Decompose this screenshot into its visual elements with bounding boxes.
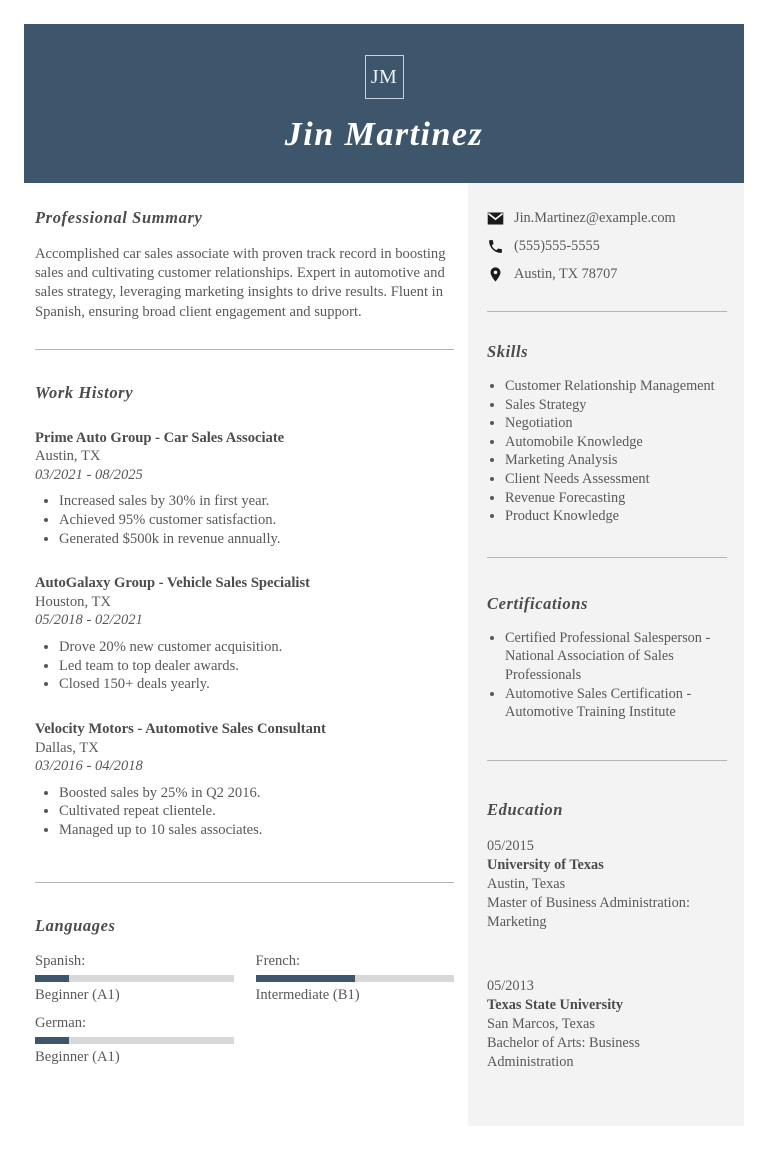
job-dates: 03/2021 - 08/2025	[35, 466, 143, 483]
divider	[487, 557, 727, 558]
summary-title: Professional Summary	[35, 208, 203, 227]
language-name: French:	[255, 952, 301, 969]
languages-section	[35, 916, 454, 1066]
job-dates: 03/2016 - 04/2018	[35, 758, 143, 775]
job-bullets	[35, 492, 454, 548]
education-school: Texas State University	[487, 996, 624, 1013]
summary-text: Accomplished car sales associate with proven track record in boosting sales and cultivating customer relationships. Expert in automotive and sales strategy, leveraging marketing insights to drive results. Fluent in Spanish, ensuring broad client engagement and support.	[35, 246, 446, 320]
language-item	[35, 1014, 234, 1066]
education-degree: Master of Business Administration: Marketing	[487, 894, 690, 930]
education-title: Education	[487, 799, 564, 819]
jobs-list	[35, 429, 454, 840]
email-icon	[487, 210, 504, 227]
contact-item	[487, 238, 727, 255]
education-school: University of Texas	[487, 856, 604, 873]
job-entry	[35, 574, 454, 694]
education-entry	[487, 837, 727, 932]
job-bullet: • Managed up to 10 sales associates.	[59, 821, 454, 840]
certifications-title: Certifications	[487, 593, 588, 613]
job-title: Velocity Motors - Automotive Sales Consultant	[35, 721, 326, 738]
job-title: Prime Auto Group - Car Sales Associate	[35, 429, 285, 446]
skill-item: • Automobile Knowledge	[505, 433, 727, 452]
certifications-section	[487, 594, 727, 722]
education-entry	[487, 977, 727, 1072]
skills-section	[487, 342, 727, 526]
skill-item: • Customer Relationship Management	[505, 377, 727, 396]
language-name: Spanish:	[35, 952, 86, 969]
language-progress-fill	[35, 975, 69, 982]
language-name: German:	[35, 1014, 87, 1031]
language-progress-fill	[35, 1037, 69, 1044]
skill-item: • Negotiation	[505, 414, 727, 433]
job-bullet: • Closed 150+ deals yearly.	[59, 675, 454, 694]
divider	[487, 760, 727, 761]
contact-text: Austin, TX 78707	[514, 266, 618, 282]
language-progress-bar	[35, 975, 234, 982]
language-level: Beginner (A1)	[35, 986, 120, 1003]
divider	[487, 311, 727, 312]
person-name: Jin Martinez	[284, 116, 484, 153]
education-date: 05/2013	[487, 977, 534, 994]
language-progress-fill	[256, 975, 355, 982]
job-bullets	[35, 638, 454, 694]
education-degree: Bachelor of Arts: Business Administration	[487, 1034, 640, 1070]
language-level: Intermediate (B1)	[255, 986, 360, 1003]
contact-text: Jin.Martinez@example.com	[514, 210, 676, 226]
education-location: San Marcos, Texas	[487, 1015, 595, 1032]
job-bullet: • Cultivated repeat clientele.	[59, 802, 454, 821]
skill-item: • Client Needs Assessment	[505, 470, 727, 489]
contact-item	[487, 210, 727, 227]
languages-title: Languages	[35, 915, 116, 935]
skill-item: • Revenue Forecasting	[505, 489, 727, 508]
job-entry	[35, 429, 454, 549]
job-location: Houston, TX	[35, 593, 111, 610]
work-history-section	[35, 383, 454, 840]
contact-text: (555)555-5555	[514, 238, 600, 254]
divider	[35, 882, 454, 883]
skill-item: • Marketing Analysis	[505, 451, 727, 470]
header-banner	[24, 24, 744, 183]
contact-block	[487, 210, 727, 283]
phone-icon	[487, 238, 504, 255]
education-location: Austin, Texas	[487, 875, 566, 892]
job-location: Austin, TX	[35, 448, 101, 465]
languages-grid	[35, 952, 454, 1066]
job-bullet: • Drove 20% new customer acquisition.	[59, 638, 454, 657]
education-section	[487, 800, 727, 1072]
language-progress-bar	[256, 975, 455, 982]
contact-item	[487, 266, 727, 283]
content-columns	[24, 183, 744, 1126]
certification-item: • Certified Professional Salesperson - National Association of Sales Professionals	[505, 629, 727, 685]
education-list	[487, 837, 727, 1072]
language-item	[256, 952, 455, 1004]
work-history-title: Work History	[35, 382, 134, 402]
certifications-list	[487, 629, 727, 722]
job-bullet: • Led team to top dealer awards.	[59, 657, 454, 676]
job-title: AutoGalaxy Group - Vehicle Sales Specialist	[35, 575, 311, 592]
job-bullet: • Generated $500k in revenue annually.	[59, 530, 454, 549]
job-bullet: • Increased sales by 30% in first year.	[59, 492, 454, 511]
skills-title: Skills	[487, 342, 529, 361]
monogram-badge: JM	[365, 55, 404, 99]
professional-summary-section	[35, 208, 454, 322]
education-date: 05/2015	[487, 837, 534, 854]
certification-item: • Automotive Sales Certification - Automotive Training Institute	[505, 685, 727, 722]
job-location: Dallas, TX	[35, 739, 99, 756]
divider	[35, 349, 454, 350]
job-bullet: • Boosted sales by 25% in Q2 2016.	[59, 784, 454, 803]
language-progress-bar	[35, 1037, 234, 1044]
job-bullets	[35, 784, 454, 840]
language-level: Beginner (A1)	[35, 1048, 120, 1065]
job-entry	[35, 720, 454, 840]
location-icon	[487, 266, 504, 283]
job-bullet: • Achieved 95% customer satisfaction.	[59, 511, 454, 530]
skill-item: • Product Knowledge	[505, 507, 727, 526]
sidebar-column	[468, 183, 744, 1126]
skill-item: • Sales Strategy	[505, 396, 727, 415]
main-column	[24, 183, 468, 1126]
language-item	[35, 952, 234, 1004]
skills-list	[487, 377, 727, 526]
job-dates: 05/2018 - 02/2021	[35, 612, 143, 629]
